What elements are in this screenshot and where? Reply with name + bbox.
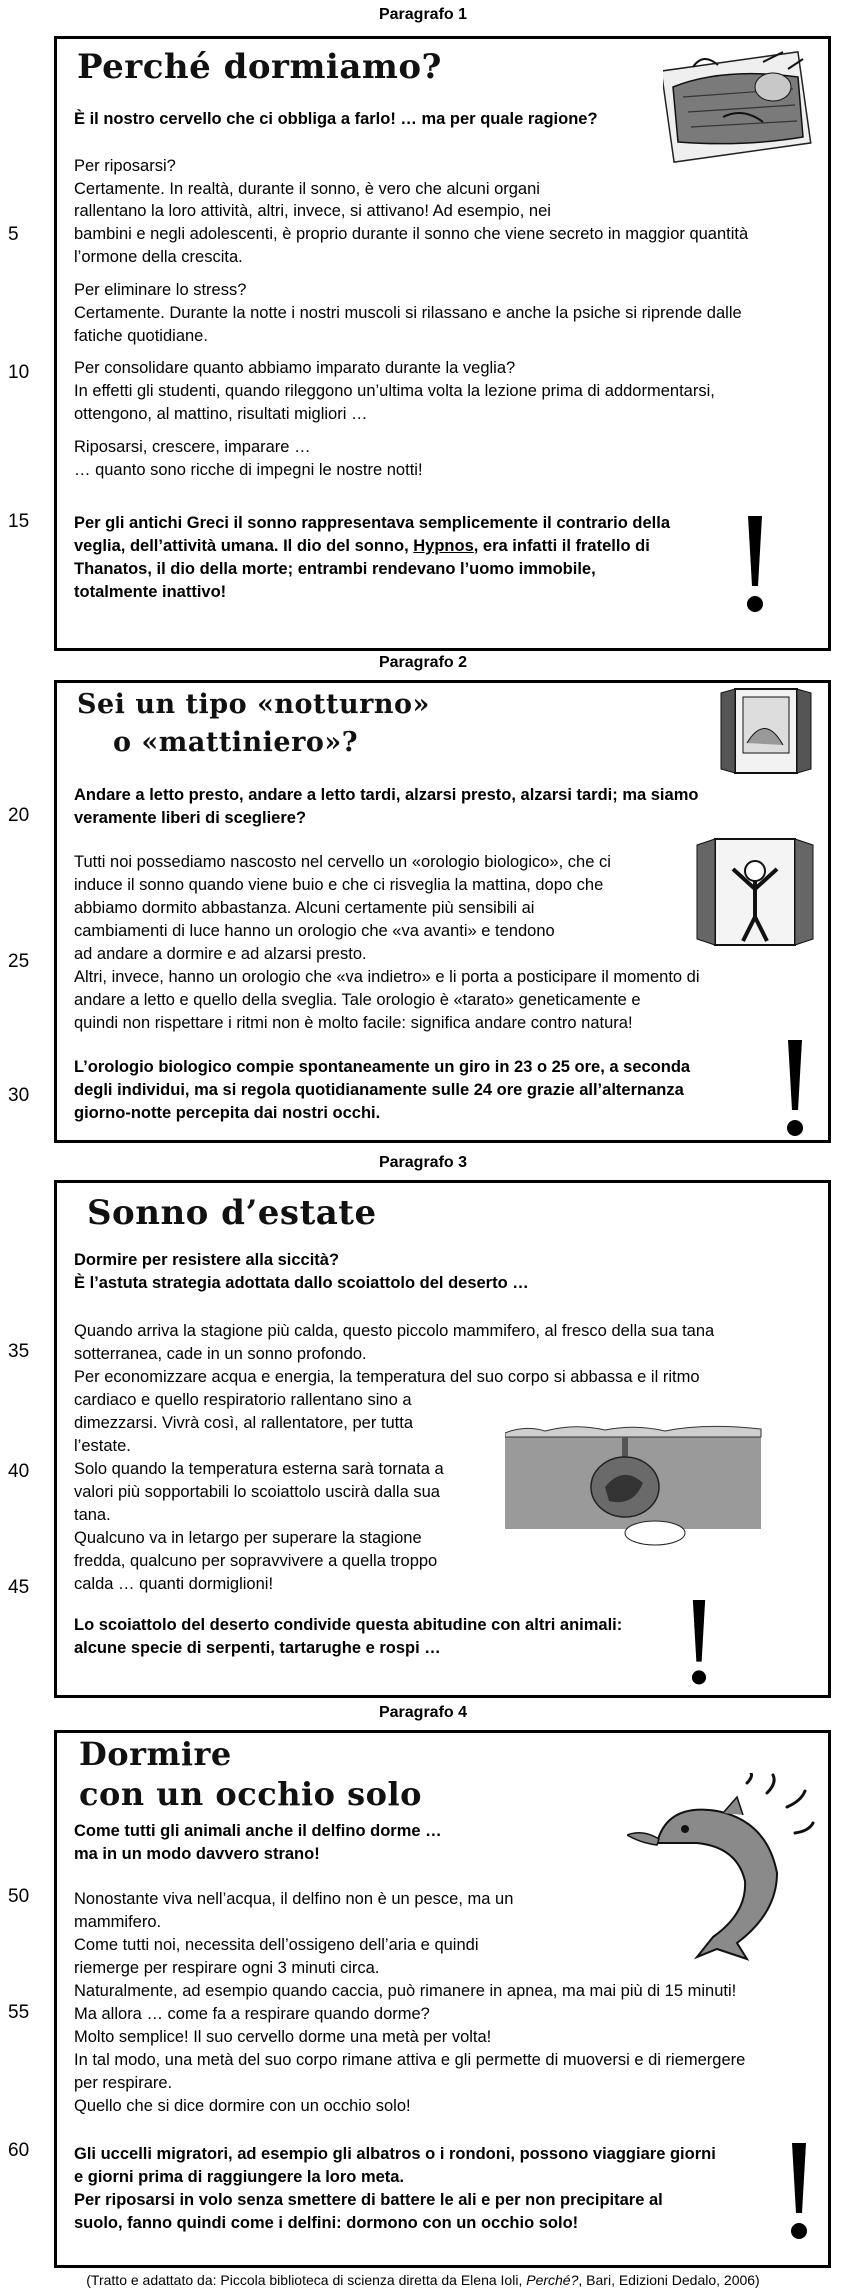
body-line: sotterranea, cade in un sonno profondo. — [74, 1345, 367, 1363]
line-number: 30 — [8, 1085, 30, 1106]
body-line: abbiamo dormito abbastanza. Alcuni certamente più sensibili ai — [74, 899, 535, 917]
note-line: degli individui, ma si regola quotidianamente sulle 24 ore grazie all’alternanza — [74, 1081, 684, 1099]
line-number: 20 — [8, 805, 30, 826]
section-title-line: Sei un tipo «notturno» — [77, 689, 430, 720]
body-line: Per consolidare quanto abbiamo imparato durante la veglia? — [74, 359, 516, 377]
dolphin-illustration — [627, 1773, 817, 1961]
section-box-1 — [54, 36, 831, 651]
note-line: Thanatos, il dio della morte; entrambi rendevano l’uomo immobile, — [74, 560, 596, 578]
line-number: 55 — [8, 2002, 30, 2023]
body-line: Per riposarsi? — [74, 157, 176, 175]
line-number: 50 — [8, 1886, 30, 1907]
body-line: bambini e negli adolescenti, è proprio durante il sonno che viene secreto in maggior quantità — [74, 225, 749, 243]
body-line: Altri, invece, hanno un orologio che «va indietro» e li porta a posticipare il momento di — [74, 968, 700, 986]
section-title-line: con un occhio solo — [79, 1775, 422, 1813]
intro-text: Andare a letto presto, andare a letto tardi, alzarsi presto, alzarsi tardi; ma siamo — [74, 786, 699, 804]
body-line: mammifero. — [74, 1913, 162, 1931]
body-line: Come tutti noi, necessita dell’ossigeno dell’aria e quindi — [74, 1936, 479, 1954]
note-line: veglia, dell’attività umana. Il dio del sonno, Hypnos, era infatti il fratello di — [74, 537, 650, 555]
body-line: per respirare. — [74, 2074, 173, 2092]
body-line: ad andare a dormire e ad alzarsi presto. — [74, 945, 367, 963]
body-line: l’ormone della crescita. — [74, 248, 243, 266]
body-line: rallentano la loro attività, altri, invece, si attivano! Ad esempio, nei — [74, 202, 551, 220]
intro-text: veramente liberi di scegliere? — [74, 809, 307, 827]
exclamation-icon — [780, 1040, 810, 1140]
body-line: Qualcuno va in letargo per superare la stagione — [74, 1529, 422, 1547]
body-line: In tal modo, una metà del suo corpo rimane attiva e gli permette di muoversi e di riemergere — [74, 2051, 746, 2069]
note-line: Lo scoiattolo del deserto condivide questa abitudine con altri animali: — [74, 1616, 623, 1634]
body-line: Molto semplice! Il suo cervello dorme una metà per volta! — [74, 2028, 492, 2046]
body-line: andare a letto e quello della sveglia. Tale orologio è «tarato» geneticamente e — [74, 991, 641, 1009]
intro-text: Come tutti gli animali anche il delfino dorme … — [74, 1822, 442, 1840]
section-title-line: Dormire — [79, 1735, 232, 1773]
body-line: cambiamenti di luce hanno un orologio che «va avanti» e tendono — [74, 922, 555, 940]
section-label: Paragrafo 1 — [378, 6, 468, 23]
line-number: 60 — [8, 2140, 30, 2161]
body-line: Nonostante viva nell’acqua, il delfino non è un pesce, ma un — [74, 1890, 514, 1908]
body-line: Solo quando la temperatura esterna sarà tornata a — [74, 1460, 444, 1478]
note-line: L’orologio biologico compie spontaneamente un giro in 23 o 25 ore, a seconda — [74, 1058, 691, 1076]
section-title: Perché dormiamo? — [77, 47, 442, 87]
source-credit: (Tratto e adattato da: Piccola biblioteca di scienza diretta da Elena Ioli, Perché?, Bari, Edizioni Dedalo, 2006) — [86, 2272, 760, 2288]
note-line: Gli uccelli migratori, ad esempio gli albatros o i rondoni, possono viaggiare giorni — [74, 2145, 716, 2163]
body-line: Naturalmente, ad esempio quando caccia, può rimanere in apnea, ma mai più di 15 minuti! — [74, 1982, 737, 2000]
line-number: 25 — [8, 951, 30, 972]
exclamation-icon — [740, 516, 770, 616]
intro-text: È l’astuta strategia adottata dallo scoiattolo del deserto … — [74, 1274, 529, 1292]
intro-text: Dormire per resistere alla siccità? — [74, 1251, 340, 1269]
body-line: l’estate. — [74, 1437, 131, 1455]
section-label: Paragrafo 3 — [378, 1154, 468, 1171]
line-number: 45 — [8, 1577, 30, 1598]
person-at-window-illustration — [693, 833, 817, 951]
hypnos-word: Hypnos — [413, 537, 474, 555]
note-line: alcune specie di serpenti, tartarughe e rospi … — [74, 1639, 441, 1657]
note-line: e giorni prima di raggiungere la loro meta. — [74, 2168, 405, 2186]
body-line: fredda, qualcuno per sopravvivere a quella troppo — [74, 1552, 438, 1570]
body-line: riemerge per respirare ogni 3 minuti circa. — [74, 1959, 380, 1977]
body-line: valori più sopportabili lo scoiattolo uscirà dalla sua — [74, 1483, 440, 1501]
section-label: Paragrafo 4 — [378, 1704, 468, 1721]
body-line: quindi non rispettare i ritmi non è molto facile: significa andare contro natura! — [74, 1014, 633, 1032]
body-line: Tutti noi possediamo nascosto nel cervello un «orologio biologico», che ci — [74, 853, 611, 871]
note-line: suolo, fanno quindi come i delfini: dormono con un occhio solo! — [74, 2214, 579, 2232]
note-line: Per riposarsi in volo senza smettere di battere le ali e per non precipitare al — [74, 2191, 663, 2209]
section-box-4 — [54, 1730, 831, 2268]
note-line: giorno-notte percepita dai nostri occhi. — [74, 1104, 381, 1122]
body-line: fatiche quotidiane. — [74, 327, 208, 345]
body-line: cardiaco e quello respiratorio rallentano sino a — [74, 1391, 412, 1409]
section-title-line: o «mattiniero»? — [113, 727, 359, 758]
note-line: Per gli antichi Greci il sonno rappresentava semplicemente il contrario della — [74, 514, 671, 532]
intro-text: È il nostro cervello che ci obbliga a farlo! … ma per quale ragione? — [74, 110, 598, 128]
section-box-3 — [54, 1180, 831, 1698]
note-line: totalmente inattivo! — [74, 583, 227, 601]
line-number: 40 — [8, 1461, 30, 1482]
body-line: Riposarsi, crescere, imparare … — [74, 438, 311, 456]
body-line: dimezzarsi. Vivrà così, al rallentatore, per tutta — [74, 1414, 414, 1432]
line-number: 5 — [8, 224, 19, 245]
squirrel-burrow-illustration — [505, 1421, 763, 1551]
body-line: Quello che si dice dormire con un occhio solo! — [74, 2097, 411, 2115]
body-line: Certamente. In realtà, durante il sonno, è vero che alcuni organi — [74, 180, 540, 198]
section-label: Paragrafo 2 — [378, 654, 468, 671]
intro-text: ma in un modo davvero strano! — [74, 1845, 320, 1863]
body-line: Ma allora … come fa a respirare quando dorme? — [74, 2005, 430, 2023]
exclamation-icon — [684, 1600, 714, 1688]
body-line: tana. — [74, 1506, 111, 1524]
line-number: 10 — [8, 362, 30, 383]
body-line: In effetti gli studenti, quando rileggono un’ultima volta la lezione prima di addormentarsi, — [74, 382, 715, 400]
line-number: 35 — [8, 1341, 30, 1362]
body-line: calda … quanti dormiglioni! — [74, 1575, 274, 1593]
body-line: Per eliminare lo stress? — [74, 281, 247, 299]
exclamation-icon — [784, 2143, 814, 2243]
body-line: induce il sonno quando viene buio e che ci risveglia la mattina, dopo che — [74, 876, 604, 894]
line-number: 15 — [8, 511, 30, 532]
body-line: ottengono, al mattino, risultati migliori … — [74, 405, 368, 423]
sleeping-person-illustration — [663, 47, 813, 165]
body-line: … quanto sono ricche di impegni le nostre notti! — [74, 461, 423, 479]
section-box-2 — [54, 680, 831, 1143]
body-line: Certamente. Durante la notte i nostri muscoli si rilassano e anche la psiche si riprende dalle — [74, 304, 742, 322]
window-illustration — [717, 683, 815, 779]
section-title: Sonno d’estate — [87, 1193, 377, 1233]
body-line: Quando arriva la stagione più calda, questo piccolo mammifero, al fresco della sua tana — [74, 1322, 715, 1340]
body-line: Per economizzare acqua e energia, la temperatura del suo corpo si abbassa e il ritmo — [74, 1368, 700, 1386]
